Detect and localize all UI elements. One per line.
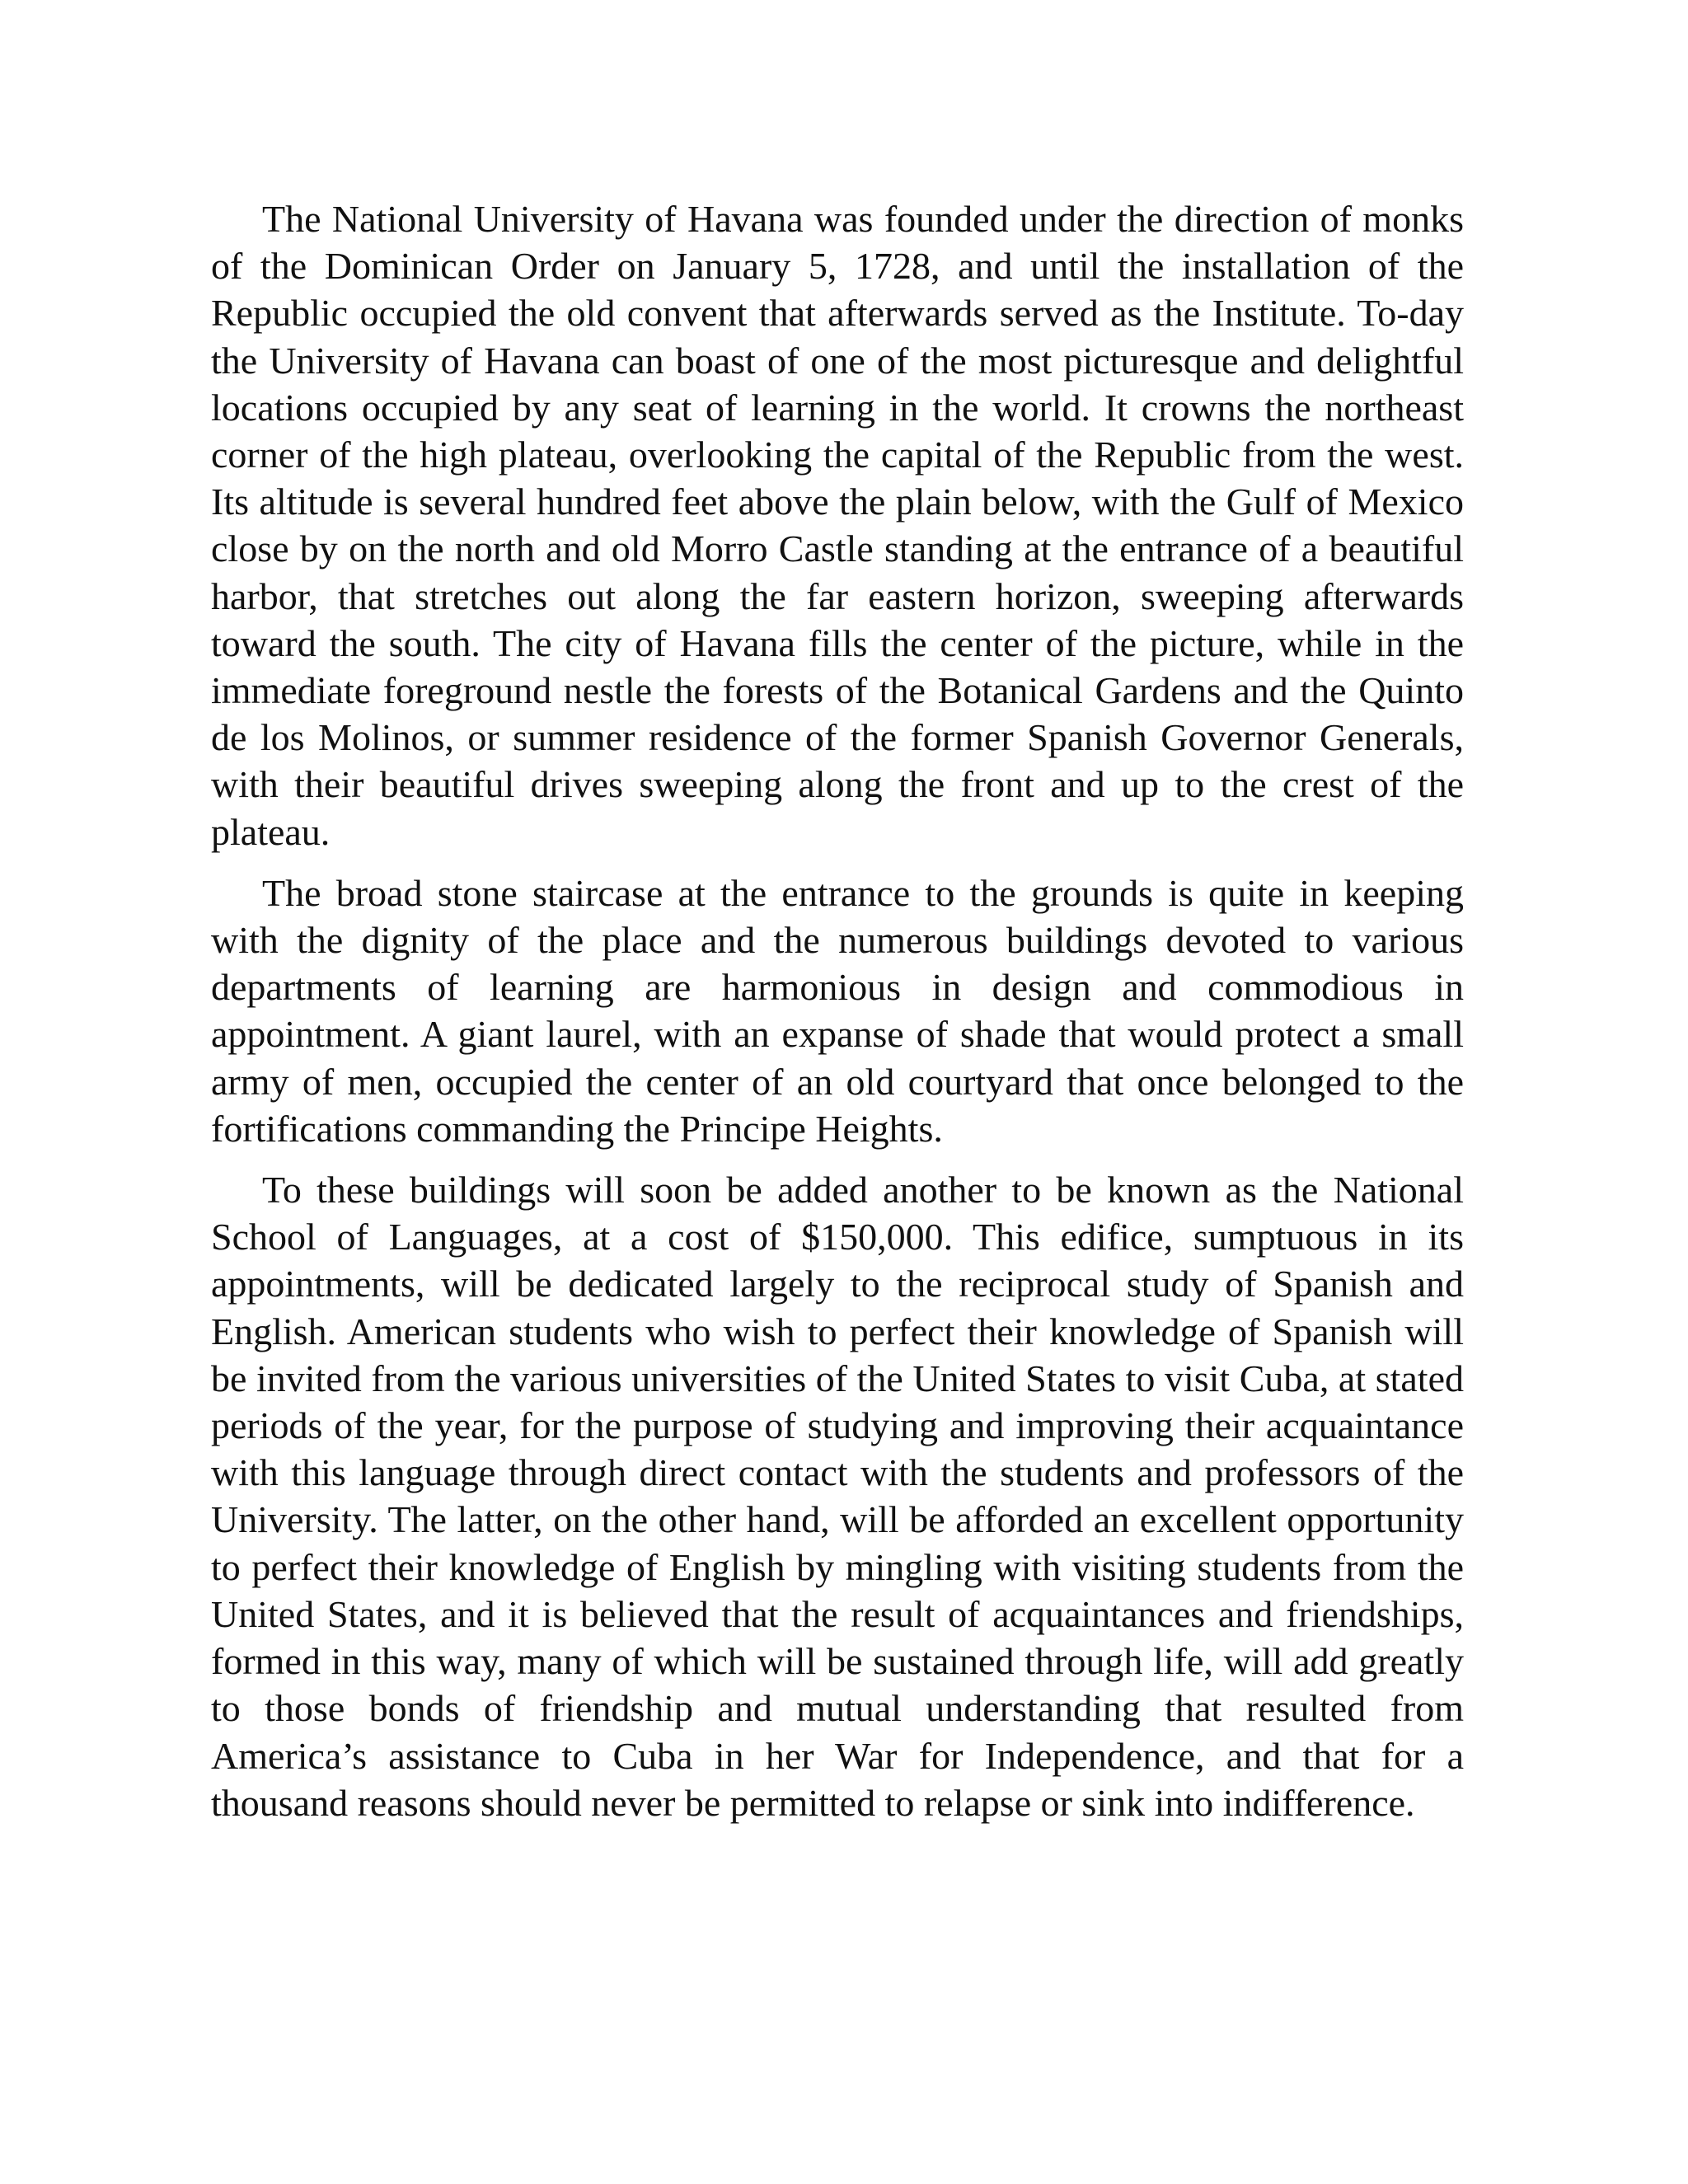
- paragraph-1: The National University of Havana was founded under the direction of monks of the Dominican Order on January 5, 1728, and until the installation of the Republic occupied the old convent that afterwards served as the Institute. To-day the University of Havana can boast of one of the most picturesque and delightful locations occupied by any seat of learning in the world. It crowns the northeast corner of the high plateau, overlooking the capital of the Republic from the west. Its altitude is several hundred feet above the plain below, with the Gulf of Mexico close by on the north and old Morro Castle standing at the entrance of a beautiful harbor, that stretches out along the far eastern horizon, sweeping afterwards toward the south. The city of Havana fills the center of the picture, while in the immediate foreground nestle the forests of the Botanical Gardens and the Quinto de los Molinos, or summer residence of the former Spanish Governor Generals, with their beautiful drives sweeping along the front and up to the crest of the plateau.: [211, 198, 1464, 853]
- paragraph-2: The broad stone staircase at the entrance to the grounds is quite in keeping with the dignity of the place and the numerous buildings devoted to various departments of learning are harmonious in design and commodious in appointment. A giant laurel, with an expanse of shade that would protect a small army of men, occupied the center of an old courtyard that once belonged to the fortifications commanding the Principe Heights.: [211, 871, 1464, 1150]
- paragraph-3: To these buildings will soon be added another to be known as the National School of Languages, at a cost of $150,000. This edifice, sumptuous in its appointments, will be dedicated largely to the reciprocal study of Spanish and English. American students who wish to perfect their knowledge of Spanish will be invited from the various universities of the United States to visit Cuba, at stated periods of the year, for the purpose of studying and improving their acquaintance with this language through direct contact with the students and professors of the University. The latter, on the other hand, will be afforded an excellent opportunity to perfect their knowledge of English by mingling with visiting students from the United States, and it is believed that the result of acquaintances and friendships, formed in this way, many of which will be sustained through life, will add greatly to those bonds of friendship and mutual understanding that resulted from America’s assistance to Cuba in her War for Independence, and that for a thousand reasons should never be permitted to relapse or sink into indifference.: [211, 1169, 1464, 1824]
- body-text: [211, 195, 1464, 1826]
